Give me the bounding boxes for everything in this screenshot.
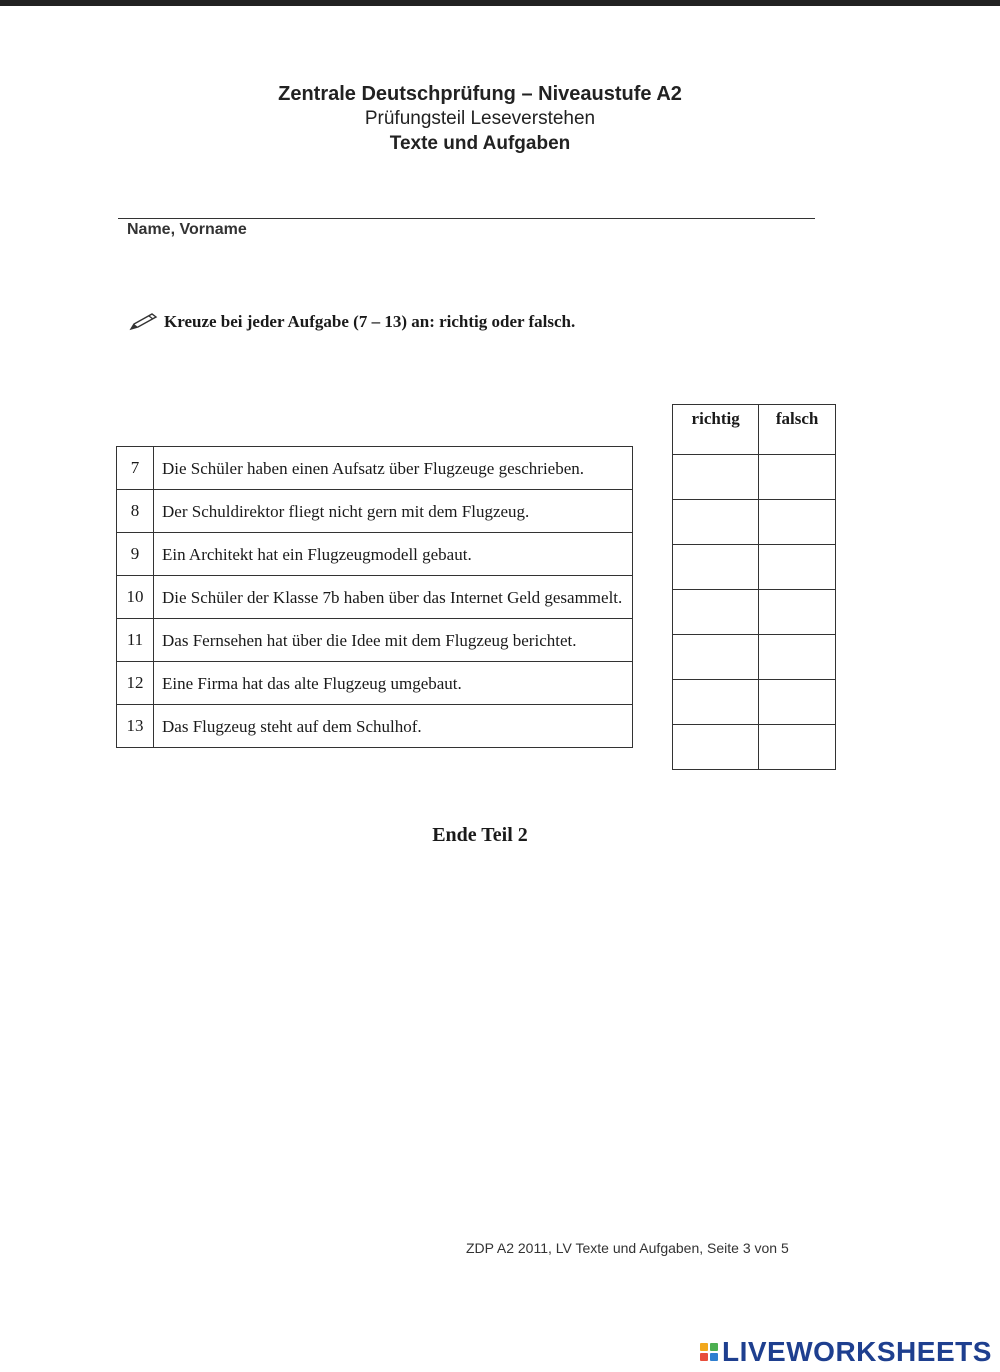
question-row (117, 619, 633, 662)
answer-row (673, 635, 836, 680)
falsch-checkbox-9[interactable] (759, 545, 836, 590)
name-input-line[interactable] (118, 218, 815, 219)
question-row (117, 447, 633, 490)
logo-icon (700, 1343, 718, 1361)
answer-row (673, 545, 836, 590)
question-text: Das Fernsehen hat über die Idee mit dem Flugzeug berichtet. (154, 619, 633, 662)
falsch-checkbox-11[interactable] (759, 635, 836, 680)
section-title: Texte und Aufgaben (389, 133, 571, 154)
answer-row (673, 500, 836, 545)
question-number: 7 (117, 447, 154, 490)
scan-top-edge (0, 0, 1000, 6)
falsch-header: falsch (759, 405, 836, 455)
question-row (117, 576, 633, 619)
question-table (116, 446, 633, 748)
question-text: Ein Architekt hat ein Flugzeugmodell gebaut. (154, 533, 633, 576)
answer-row (673, 455, 836, 500)
question-text: Das Flugzeug steht auf dem Schulhof. (154, 705, 633, 748)
question-number: 12 (117, 662, 154, 705)
falsch-checkbox-12[interactable] (759, 680, 836, 725)
question-row (117, 490, 633, 533)
question-text: Eine Firma hat das alte Flugzeug umgebaut. (154, 662, 633, 705)
end-of-part: Ende Teil 2 (432, 824, 528, 846)
question-text: Die Schüler der Klasse 7b haben über das Internet Geld gesammelt. (154, 576, 633, 619)
answer-row (673, 590, 836, 635)
question-row (117, 662, 633, 705)
falsch-checkbox-13[interactable] (759, 725, 836, 770)
richtig-checkbox-9[interactable] (673, 545, 759, 590)
richtig-checkbox-12[interactable] (673, 680, 759, 725)
question-text: Die Schüler haben einen Aufsatz über Flugzeuge geschrieben. (154, 447, 633, 490)
richtig-checkbox-7[interactable] (673, 455, 759, 500)
question-row (117, 533, 633, 576)
question-number: 9 (117, 533, 154, 576)
name-label: Name, Vorname (127, 221, 247, 238)
page-subtitle: Prüfungsteil Leseverstehen (364, 108, 596, 129)
richtig-header: richtig (673, 405, 759, 455)
answer-row (673, 725, 836, 770)
falsch-checkbox-7[interactable] (759, 455, 836, 500)
question-number: 10 (117, 576, 154, 619)
richtig-checkbox-13[interactable] (673, 725, 759, 770)
falsch-checkbox-8[interactable] (759, 500, 836, 545)
falsch-checkbox-10[interactable] (759, 590, 836, 635)
richtig-checkbox-11[interactable] (673, 635, 759, 680)
answer-table (672, 404, 836, 770)
instruction (128, 312, 575, 332)
question-text: Der Schuldirektor fliegt nicht gern mit dem Flugzeug. (154, 490, 633, 533)
answer-row (673, 680, 836, 725)
question-number: 13 (117, 705, 154, 748)
page-title: Zentrale Deutschprüfung – Niveaustufe A2 (278, 83, 682, 105)
liveworksheets-logo (700, 1336, 992, 1368)
question-row (117, 705, 633, 748)
page-footer: ZDP A2 2011, LV Texte und Aufgaben, Seite 3 von 5 (466, 1240, 789, 1256)
logo-text: LIVEWORKSHEETS (722, 1336, 992, 1367)
pencil-icon (128, 312, 158, 332)
instruction-text: Kreuze bei jeder Aufgabe (7 – 13) an: richtig oder falsch. (164, 312, 576, 331)
richtig-checkbox-10[interactable] (673, 590, 759, 635)
richtig-checkbox-8[interactable] (673, 500, 759, 545)
question-number: 11 (117, 619, 154, 662)
question-number: 8 (117, 490, 154, 533)
